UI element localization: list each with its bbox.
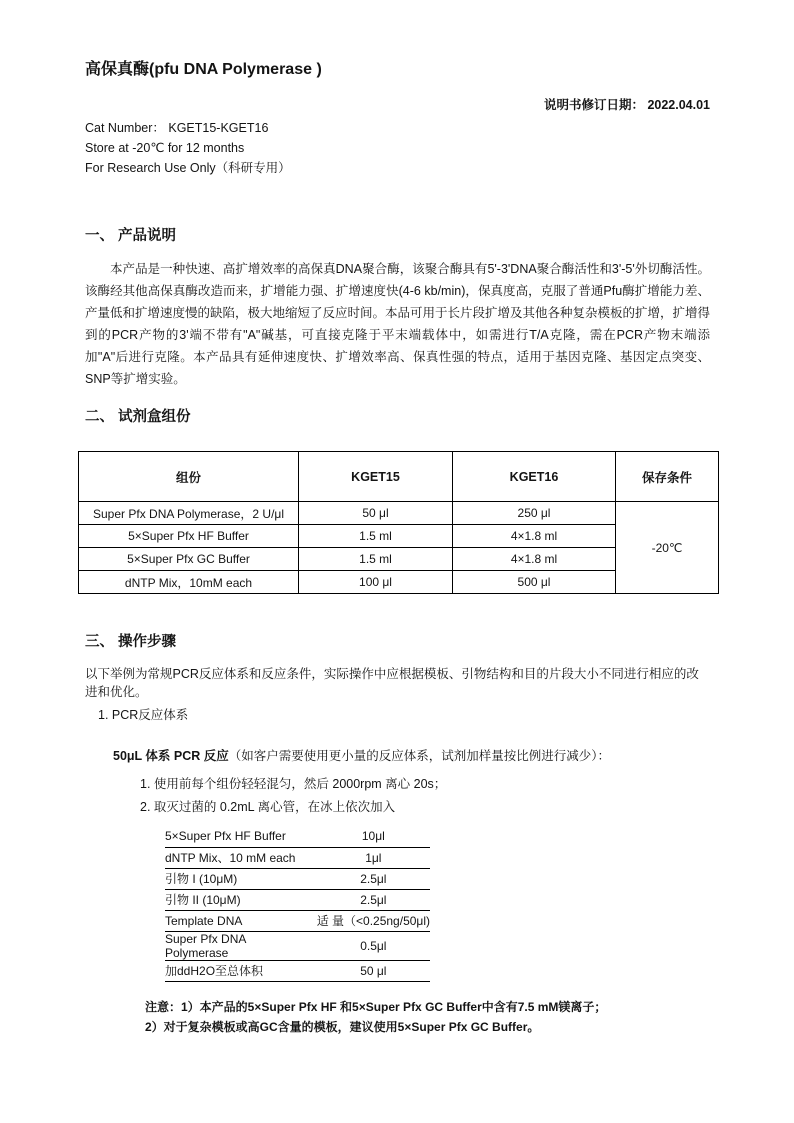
section-heading-procedure: 三、 操作步骤 bbox=[85, 634, 177, 650]
reagent-amount: 适 量（<0.25ng/50μl) bbox=[317, 910, 430, 931]
kget16-amount: 500 μl bbox=[453, 571, 616, 594]
component-name: Super Pfx DNA Polymerase，2 U/μl bbox=[79, 502, 299, 525]
procedure-steps bbox=[140, 773, 794, 819]
reagent-amount: 10μl bbox=[317, 826, 430, 847]
reagent-row bbox=[165, 931, 430, 960]
procedure-subsection: 1. PCR反应体系 bbox=[98, 708, 189, 722]
kget16-amount: 4×1.8 ml bbox=[453, 525, 616, 548]
reagent-name: 加ddH2O至总体积 bbox=[165, 960, 317, 981]
reagent-name: 5×Super Pfx HF Buffer bbox=[165, 826, 317, 847]
kget15-amount: 1.5 ml bbox=[299, 548, 453, 571]
reagent-amount: 2.5μl bbox=[317, 889, 430, 910]
reagent-name: dNTP Mix、10 mM each bbox=[165, 847, 317, 868]
reagent-amount: 1μl bbox=[317, 847, 430, 868]
research-use-line: For Research Use Only（科研专用） bbox=[85, 161, 291, 175]
reagent-row bbox=[165, 910, 430, 931]
table-header-row bbox=[79, 452, 719, 502]
kget16-amount: 250 μl bbox=[453, 502, 616, 525]
kget16-amount: 4×1.8 ml bbox=[453, 548, 616, 571]
reagent-name: Template DNA bbox=[165, 910, 317, 931]
reagent-name: 引物 I (10μM) bbox=[165, 868, 317, 889]
revision-date-label: 说明书修订日期： bbox=[543, 98, 644, 112]
section-heading-product: 一、 产品说明 bbox=[85, 228, 177, 244]
reagent-row bbox=[165, 847, 430, 868]
storage-line: Store at -20℃ for 12 months bbox=[85, 141, 245, 155]
procedure-intro: 以下举例为常规PCR反应体系和反应条件，实际操作中应根据模板、引物结构和目的片段大小不同进行相应的改进和优化。 bbox=[85, 667, 699, 699]
pcr-system-line bbox=[113, 746, 794, 764]
revision-date-line bbox=[0, 95, 710, 113]
reagent-name: 引物 II (10μM) bbox=[165, 889, 317, 910]
component-name: 5×Super Pfx GC Buffer bbox=[79, 548, 299, 571]
procedure-step: 1. 使用前每个组份轻轻混匀，然后 2000rpm 离心 20s； bbox=[140, 777, 447, 791]
page-title: 高保真酶(pfu DNA Polymerase ) bbox=[85, 61, 322, 78]
procedure-step: 2. 取灭过菌的 0.2mL 离心管，在冰上依次加入 bbox=[140, 800, 396, 814]
kget15-amount: 100 μl bbox=[299, 571, 453, 594]
storage-condition-cell: -20℃ bbox=[616, 502, 719, 594]
reagent-row bbox=[165, 868, 430, 889]
product-meta bbox=[85, 118, 794, 178]
reagent-amount: 0.5μl bbox=[317, 931, 430, 960]
cat-number-value: KGET15-KGET16 bbox=[168, 121, 269, 135]
component-name: dNTP Mix，10mM each bbox=[79, 571, 299, 594]
reagent-amount: 50 μl bbox=[317, 960, 430, 981]
note-line: 注意：1）本产品的5×Super Pfx HF 和5×Super Pfx GC Buffer中含有7.5 mM镁离子； bbox=[145, 999, 607, 1014]
reagent-row bbox=[165, 889, 430, 910]
pcr-system-note: （如客户需要使用更小量的反应体系，试剂加样量按比例进行减少）： bbox=[228, 749, 611, 763]
product-description: 本产品是一种快速、高扩增效率的高保真DNA聚合酶，该聚合酶具有5'-3'DNA聚合酶活性和3'-5'外切酶活性。该酶经其他高保真酶改造而来，扩增能力强、扩增速度快(4-6 kb/min)，保真度高，克服了普通Pfu酶扩增能力差、产量低和扩增速度慢的缺陷，极大地缩短了反应时间。本品可用于长片段扩增及其他各种复杂模板的扩增，扩增得到的PCR产物的3'端不带有"A"碱基，可直接克隆于平末端载体中，如需进行T/A克隆，需在PCR产物末端添加"A"后进行克隆。本产品具有延伸速度快、扩增效率高、保真性强的特点，适用于基因克隆、基因定点突变、SNP等扩增实验。 bbox=[85, 262, 711, 386]
procedure-notes bbox=[145, 997, 794, 1037]
reagent-row bbox=[165, 826, 430, 847]
pcr-system-title: 50μL 体系 PCR 反应 bbox=[113, 749, 229, 763]
reagent-row bbox=[165, 960, 430, 981]
col-header-component: 组份 bbox=[79, 452, 299, 502]
reagent-name: Super Pfx DNA Polymerase bbox=[165, 931, 317, 960]
cat-number-line bbox=[85, 118, 794, 138]
kget15-amount: 1.5 ml bbox=[299, 525, 453, 548]
note-line: 2）对于复杂模板或高GC含量的模板，建议使用5×Super Pfx GC Buffer。 bbox=[145, 1019, 540, 1034]
kget15-amount: 50 μl bbox=[299, 502, 453, 525]
reagent-list-table bbox=[165, 826, 430, 982]
cat-number-label: Cat Number： bbox=[85, 121, 165, 135]
table-row bbox=[79, 502, 719, 525]
reagent-amount: 2.5μl bbox=[317, 868, 430, 889]
section-heading-components: 二、 试剂盒组份 bbox=[85, 409, 191, 425]
revision-date-value: 2022.04.01 bbox=[647, 98, 710, 112]
col-header-kget16: KGET16 bbox=[453, 452, 616, 502]
col-header-kget15: KGET15 bbox=[299, 452, 453, 502]
component-name: 5×Super Pfx HF Buffer bbox=[79, 525, 299, 548]
col-header-storage: 保存条件 bbox=[616, 452, 719, 502]
kit-components-table bbox=[78, 451, 719, 594]
